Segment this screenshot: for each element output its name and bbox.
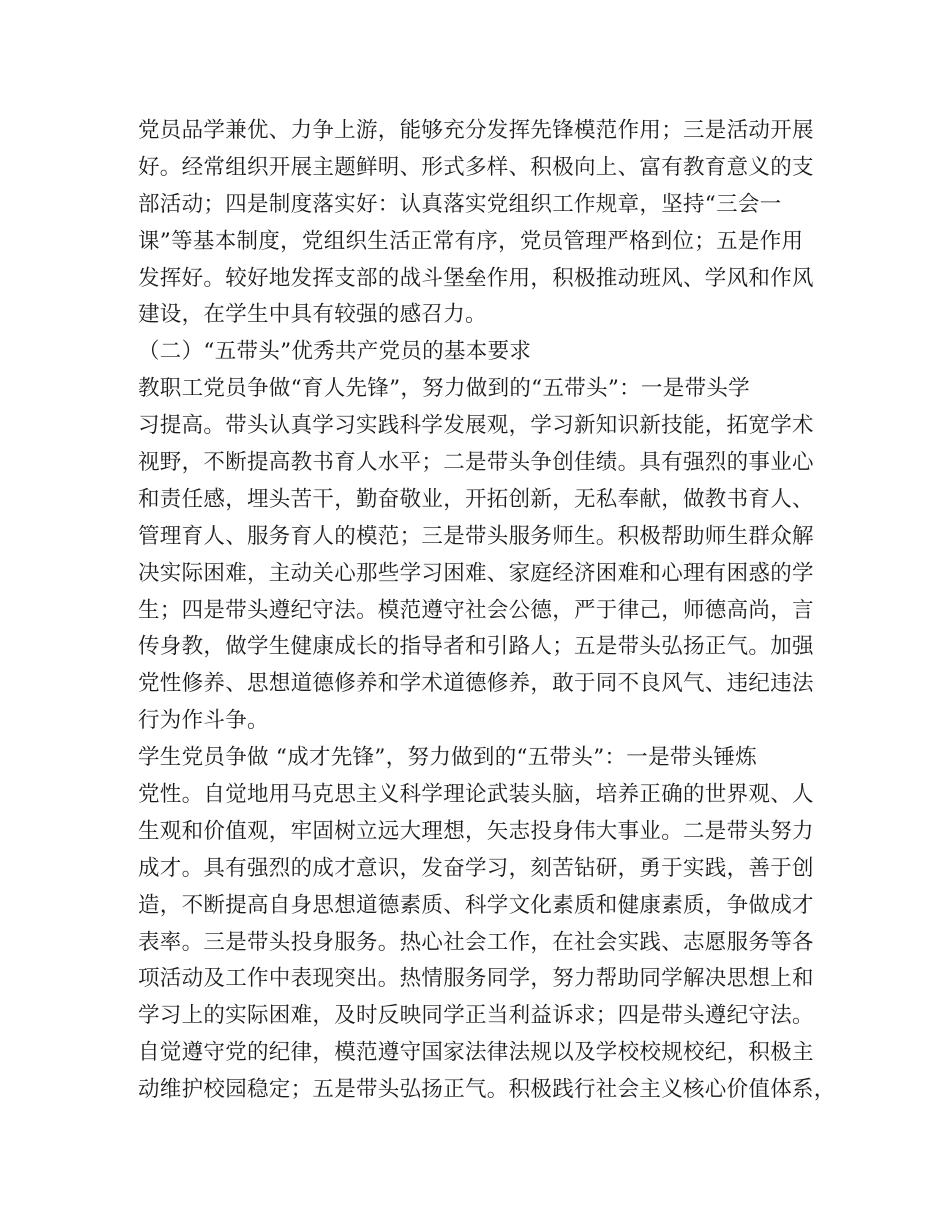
- section-heading: （二）“五带头”优秀共产党员的基本要求: [138, 339, 532, 365]
- text-line: 和责任感，埋头苦干，勤奋敬业，开拓创新，无私奉献，做教书育人、: [138, 486, 814, 512]
- text-line: 行为作斗争。: [138, 708, 269, 734]
- text-line: 成才。具有强烈的成才意识，发奋学习，刻苦钻研，勇于实践，善于创: [138, 855, 814, 881]
- text-line: 生观和价值观，牢固树立远大理想，矢志投身伟大事业。二是带头努力: [138, 818, 814, 844]
- text-line: 项活动及工作中表现突出。热情服务同学，努力帮助同学解决思想上和: [138, 966, 814, 992]
- text-line: 发挥好。较好地发挥支部的战斗堡垒作用，积极推动班风、学风和作风: [138, 265, 814, 291]
- text-line: 造，不断提高自身思想道德素质、科学文化素质和健康素质，争做成才: [138, 892, 814, 918]
- text-line: 管理育人、服务育人的模范；三是带头服务师生。积极帮助师生群众解: [138, 523, 814, 549]
- text-line: 好。经常组织开展主题鲜明、形式多样、积极向上、富有教育意义的支: [138, 154, 814, 180]
- text-line: 课”等基本制度，党组织生活正常有序，党员管理严格到位；五是作用: [138, 228, 804, 254]
- text-line: 自觉遵守党的纪律，模范遵守国家法律法规以及学校校规校纪，积极主: [138, 1040, 814, 1066]
- text-line: 教职工党员争做“育人先锋”，努力做到的“五带头”：一是带头学: [138, 376, 750, 402]
- text-line: 习提高。带头认真学习实践科学发展观，学习新知识新技能，拓宽学术: [138, 413, 814, 439]
- text-line: 党员品学兼优、力争上游，能够充分发挥先锋模范作用；三是活动开展: [138, 118, 814, 143]
- text-line: 学习上的实际困难，及时反映同学正当利益诉求；四是带头遵纪守法。: [138, 1003, 814, 1029]
- text-line: 党性修养、思想道德修养和学术道德修养，敢于同不良风气、违纪违法: [138, 671, 814, 697]
- text-line: 表率。三是带头投身服务。热心社会工作，在社会实践、志愿服务等各: [138, 929, 814, 955]
- text-line: 生；四是带头遵纪守法。模范遵守社会公德，严于律己，师德高尚，言: [138, 597, 814, 623]
- text-line: 决实际困难，主动关心那些学习困难、家庭经济困难和心理有困惑的学: [138, 560, 814, 586]
- text-line: 视野，不断提高教书育人水平；二是带头争创佳绩。具有强烈的事业心: [138, 450, 814, 476]
- text-line: 传身教，做学生健康成长的指导者和引路人；五是带头弘扬正气。加强: [138, 634, 814, 660]
- text-line: 党性。自觉地用马克思主义科学理论武装头脑，培养正确的世界观、人: [138, 782, 814, 808]
- text-line: 建设，在学生中具有较强的感召力。: [138, 302, 487, 328]
- text-line: 学生党员争做 “成才先锋”，努力做到的“五带头”：一是带头锤炼: [138, 745, 758, 771]
- text-line: 动维护校园稳定；五是带头弘扬正气。积极践行社会主义核心价值体系，: [138, 1077, 836, 1103]
- document-body: [138, 113, 836, 1109]
- text-line: 部活动；四是制度落实好：认真落实党组织工作规章，坚持“三会一: [138, 191, 782, 217]
